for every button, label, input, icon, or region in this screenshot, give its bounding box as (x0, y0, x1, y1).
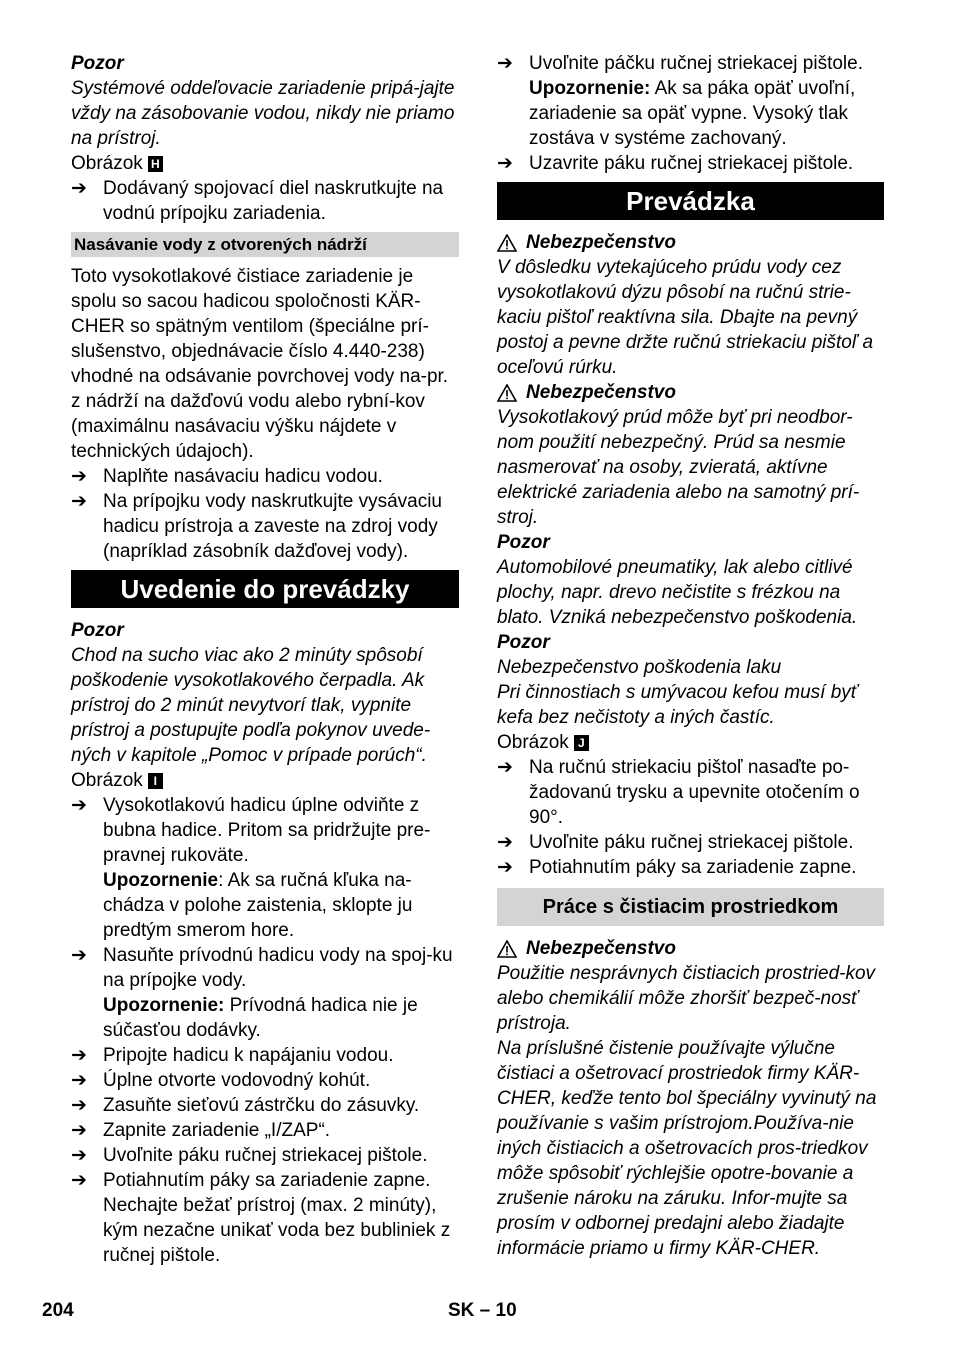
step-text: Potiahnutím páky sa zariadenie zapne. Nechajte bežať prístroj (max. 2 minúty), kým nezačne unikať voda bez bubliniek z ručnej pištole. (103, 1170, 451, 1266)
note-label: Upozornenie (103, 870, 219, 891)
danger-heading (497, 380, 884, 405)
warning-triangle-icon (497, 940, 517, 958)
arrow-right-icon: ➔ (71, 795, 87, 816)
step-text: Úplne otvorte vodovodný kohút. (103, 1070, 371, 1091)
step-text: Vysokotlakovú hadicu úplne odviňte z bubna hadice. Pritom sa pridržujte pre-pravnej rukoväte. (103, 795, 431, 866)
figure-label: Obrázok (71, 153, 143, 174)
instruction-step (497, 755, 884, 830)
step-text: Potiahnutím páky sa zariadenie zapne. (529, 857, 857, 878)
figure-reference (497, 730, 884, 755)
instruction-step (71, 1118, 459, 1143)
danger-label: Nebezpečenstvo (526, 382, 676, 403)
section-heading: Práce s čistiacim prostriedkom (497, 888, 884, 926)
arrow-right-icon: ➔ (71, 1095, 87, 1116)
step-text: Uzavrite páku ručnej striekacej pištole. (529, 153, 854, 174)
instruction-step (497, 151, 884, 176)
danger-heading (497, 230, 884, 255)
caution-label: Pozor (497, 532, 550, 553)
instruction-step (497, 830, 884, 855)
arrow-right-icon: ➔ (497, 832, 513, 853)
note-label: Upozornenie: (103, 995, 225, 1016)
chapter-heading: Prevádzka (497, 182, 884, 220)
instruction-step (71, 489, 459, 564)
step-text: Uvoľnite páku ručnej striekacej pištole. (103, 1145, 428, 1166)
arrow-right-icon: ➔ (71, 1170, 87, 1191)
instruction-step (71, 1068, 459, 1093)
chapter-heading: Uvedenie do prevádzky (71, 570, 459, 608)
step-text: Naplňte nasávaciu hadicu vodou. (103, 466, 383, 487)
instruction-step (497, 855, 884, 880)
arrow-right-icon: ➔ (497, 53, 513, 74)
caution-text: Automobilové pneumatiky, lak alebo citlivé plochy, napr. drevo nečistite s frézkou na blato. Vzniká nebezpečenstvo poškodenia. (497, 557, 858, 628)
danger-text: Na príslušné čistenie používajte výlučne čistiaci a ošetrovací prostriedok firmy KÄR-CHER, keďže tento bol špeciálny vyvinutý na používanie s vašim prístrojom.Používa-nie iných čistiacich a ošetrovacích pros-triedkov môže spôsobiť rýchlejšie opotre-bovanie a zrušenie nároku na záruku. Infor-mujte sa prosím v odbornej predajni alebo žiadajte informácie priamo u firmy KÄR-CHER. (497, 1038, 877, 1259)
step-text: Pripojte hadicu k napájaniu vodou. (103, 1045, 394, 1066)
page-number: 204 (42, 1300, 74, 1321)
figure-label: Obrázok (71, 770, 143, 791)
arrow-right-icon: ➔ (71, 1120, 87, 1141)
step-text: Dodávaný spojovací diel naskrutkujte na vodnú prípojku zariadenia. (103, 178, 444, 224)
caution-text: Chod na sucho viac ako 2 minúty spôsobí poškodenie vysokotlakového čerpadla. Ak prístroj do 2 minút nevytvorí tlak, vypnite prístroj a postupujte podľa pokynov uvede-ných v kapitole „Pomoc v prípade porúch“. (71, 645, 431, 766)
figure-letter-badge: I (148, 773, 163, 789)
caution-text: Nebezpečenstvo poškodenia laku (497, 657, 782, 678)
instruction-step (497, 51, 884, 151)
note-label: Upozornenie: (529, 78, 651, 99)
figure-reference (71, 768, 459, 793)
instruction-step (71, 464, 459, 489)
danger-label: Nebezpečenstvo (526, 232, 676, 253)
instruction-step (71, 1168, 459, 1268)
left-column (71, 51, 459, 1268)
arrow-right-icon: ➔ (71, 1045, 87, 1066)
step-text: Na prípojku vody naskrutkujte vysávaciu hadicu prístroja a zaveste na zdroj vody (napríklad zásobník dažďovej vody). (103, 491, 442, 562)
step-text: Uvoľnite páku ručnej striekacej pištole. (529, 832, 854, 853)
danger-heading (497, 936, 884, 961)
note-text: Ak sa páka opäť uvoľní, zariadenie sa opäť vypne. Vysoký tlak zostáva v systéme zachovaný. (529, 78, 856, 149)
instruction-step (71, 1143, 459, 1168)
note-text: : Ak sa ručná kľuka na-chádza v polohe zaistenia, sklopte ju predtým smerom hore. (103, 870, 413, 941)
note-text: Prívodná hadica nie je súčasťou dodávky. (103, 995, 418, 1041)
arrow-right-icon: ➔ (497, 857, 513, 878)
instruction-step (71, 1043, 459, 1068)
step-text: Zapnite zariadenie „I/ZAP“. (103, 1120, 331, 1141)
caution-label: Pozor (71, 620, 124, 641)
arrow-right-icon: ➔ (71, 1145, 87, 1166)
arrow-right-icon: ➔ (71, 945, 87, 966)
danger-text: Použitie nesprávnych čistiacich prostried-kov alebo chemikálií môže zhoršiť bezpeč-nosť prístroja. (497, 963, 876, 1034)
paragraph: Toto vysokotlakové čistiace zariadenie je spolu so sacou hadicou spoločnosti KÄR-CHER so spätným ventilom (špeciálne prí-slušenstvo, objednávacie číslo 4.440-238) vhodné na odsávanie povrchovej vody na-pr. z nádrží na dažďovú vodu alebo rybní-kov (maximálnu nasávaciu výšku nájdete v technických údajoch). (71, 266, 449, 462)
caution-text: Systémové oddeľovacie zariadenie pripá-jajte vždy na zásobovanie vodou, nikdy nie priamo na prístroj. (71, 78, 455, 149)
section-heading: Nasávanie vody z otvorených nádrží (71, 232, 459, 257)
instruction-step (71, 1093, 459, 1118)
step-text: Uvoľnite páčku ručnej striekacej pištole. (529, 53, 863, 74)
arrow-right-icon: ➔ (71, 466, 87, 487)
step-text: Nasuňte prívodnú hadicu vody na spoj-ku na prípojke vody. (103, 945, 453, 991)
section-page-label: SK – 10 (448, 1300, 517, 1321)
caution-label: Pozor (71, 53, 124, 74)
figure-letter-badge: H (148, 156, 163, 172)
arrow-right-icon: ➔ (71, 491, 87, 512)
warning-triangle-icon (497, 234, 517, 252)
instruction-step (71, 943, 459, 1043)
figure-label: Obrázok (497, 732, 569, 753)
right-column (497, 51, 884, 1261)
danger-text: V dôsledku vytekajúceho prúdu vody cez vysokotlakovú dýzu pôsobí na ručnú strie-kaciu pištoľ reaktívna sila. Dbajte na pevný postoj a pevne držte ručnú striekaciu pištoľ a oceľovú rúrku. (497, 257, 874, 378)
danger-text: Vysokotlakový prúd môže byť pri neodbor-nom použití nebezpečný. Prúd sa nesmie nasmerovať na osoby, zvieratá, aktívne elektrické zariadenia alebo na samotný prí-stroj. (497, 407, 860, 528)
figure-letter-badge: J (574, 735, 589, 751)
danger-label: Nebezpečenstvo (526, 938, 676, 959)
arrow-right-icon: ➔ (497, 757, 513, 778)
instruction-step (71, 176, 459, 226)
caution-label: Pozor (497, 632, 550, 653)
figure-reference (71, 151, 459, 176)
warning-triangle-icon (497, 384, 517, 402)
step-text: Zasuňte sieťovú zástrčku do zásuvky. (103, 1095, 420, 1116)
arrow-right-icon: ➔ (71, 1070, 87, 1091)
instruction-step (71, 793, 459, 943)
step-text: Na ručnú striekaciu pištoľ nasaďte po-žadovanú trysku a upevnite otočením o 90°. (529, 757, 860, 828)
arrow-right-icon: ➔ (497, 153, 513, 174)
caution-text: Pri činnostiach s umývacou kefou musí byť kefa bez nečistoty a iných častíc. (497, 682, 858, 728)
arrow-right-icon: ➔ (71, 178, 87, 199)
